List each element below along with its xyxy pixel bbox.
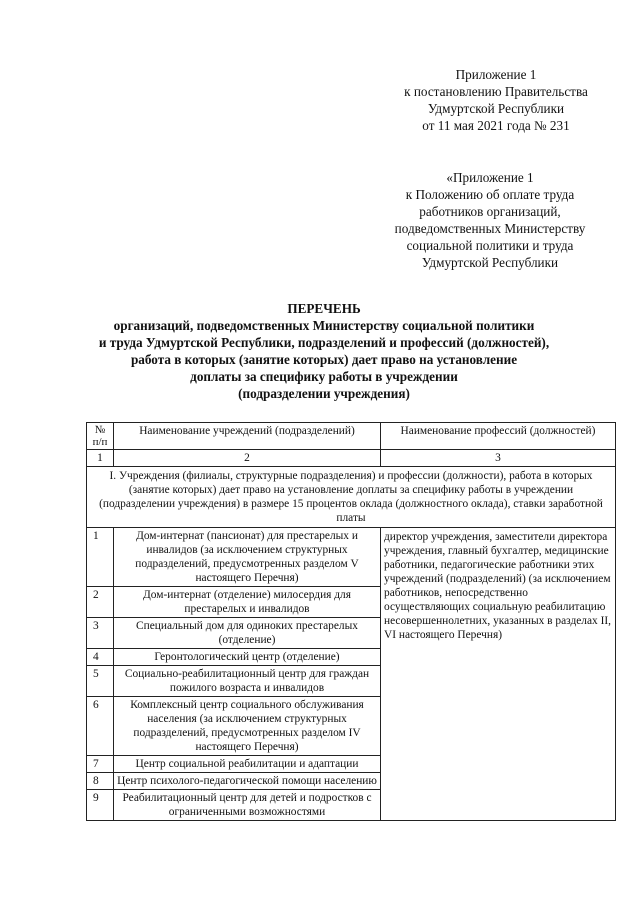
appendix-line: социальной политики и труда [406, 238, 574, 253]
row-number: 9 [87, 790, 114, 821]
header-institution: Наименование учреждений (подразделений) [114, 423, 381, 450]
column-number-row [87, 450, 616, 467]
document-title [84, 300, 564, 402]
title-line: ПЕРЕЧЕНЬ [287, 301, 361, 316]
appendix-line: Удмуртской Республики [421, 255, 559, 270]
institution-name: Реабилитационный центр для детей и подростков с ограниченными возможностями [114, 790, 381, 821]
row-number: 7 [87, 756, 114, 773]
table-header-row [87, 423, 616, 450]
table-row [87, 528, 616, 587]
appendix-line: к Положению об оплате труда [405, 187, 575, 202]
institution-name: Центр психолого-педагогической помощи населению [114, 773, 381, 790]
row-number: 1 [87, 528, 114, 587]
institution-name: Геронтологический центр (отделение) [114, 649, 381, 666]
institution-name: Социально-реабилитационный центр для граждан пожилого возраста и инвалидов [114, 666, 381, 697]
appendix-line: «Приложение 1 [446, 170, 534, 185]
column-number: 2 [114, 450, 381, 467]
section-heading: I. Учреждения (филиалы, структурные подразделения) и профессии (должности), работа в которых (занятие которых) дает право на установление доплаты за специфику работы в учреждении (подразделении учреждения) в размере 15 процентов оклада (должностного оклада), ставки заработной платы [87, 467, 616, 528]
row-number: 6 [87, 697, 114, 756]
row-number: 2 [87, 587, 114, 618]
row-number: 4 [87, 649, 114, 666]
approval-block [380, 66, 612, 134]
approval-line: к постановлению Правительства [404, 84, 588, 99]
header-number: № п/п [87, 423, 114, 450]
appendix-block [372, 169, 608, 271]
profession-list: директор учреждения, заместители директора учреждения, главный бухгалтер, медицинские работники, педагогические работники этих учреждений (подразделений) (за исключением работников, непосредственно осуществляющих социальную реабилитацию несовершеннолетних, указанных в разделах II, VI настоящего Перечня) [381, 528, 616, 821]
institution-name: Специальный дом для одиноких престарелых (отделение) [114, 618, 381, 649]
institution-name: Комплексный центр социального обслуживания населения (за исключением структурных подразделений, предусмотренных разделом IV настоящего Перечня) [114, 697, 381, 756]
section-row [87, 467, 616, 528]
appendix-line: подведомственных Министерству [394, 221, 586, 236]
title-line: и труда Удмуртской Республики, подразделений и профессий (должностей), [98, 335, 550, 350]
appendix-line: работников организаций, [419, 204, 561, 219]
approval-line: Приложение 1 [455, 67, 537, 82]
approval-line: от 11 мая 2021 года № 231 [422, 118, 570, 133]
institution-name: Дом-интернат (отделение) милосердия для престарелых и инвалидов [114, 587, 381, 618]
row-number: 3 [87, 618, 114, 649]
title-line: доплаты за специфику работы в учреждении [190, 369, 458, 384]
title-line: работа в которых (занятие которых) дает право на установление [130, 352, 518, 367]
header-profession: Наименование профессий (должностей) [381, 423, 616, 450]
approval-line: Удмуртской Республики [427, 101, 565, 116]
row-number: 5 [87, 666, 114, 697]
row-number: 8 [87, 773, 114, 790]
institution-name: Дом-интернат (пансионат) для престарелых и инвалидов (за исключением структурных подразделений, предусмотренных разделом V настоящего Перечня) [114, 528, 381, 587]
column-number: 3 [381, 450, 616, 467]
institution-name: Центр социальной реабилитации и адаптации [114, 756, 381, 773]
title-line: (подразделении учреждения) [238, 386, 410, 401]
column-number: 1 [87, 450, 114, 467]
title-line: организаций, подведомственных Министерству социальной политики [113, 318, 535, 333]
institutions-table [86, 422, 616, 821]
